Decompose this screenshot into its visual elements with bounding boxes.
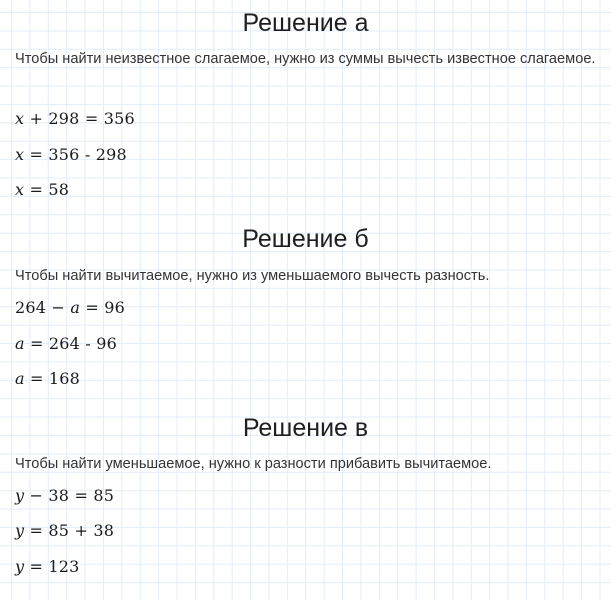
expression: = 58 <box>24 180 70 199</box>
section-a-equation-3 <box>15 179 69 201</box>
expression: − 38 = 85 <box>24 486 115 505</box>
expression: = 123 <box>24 557 80 576</box>
section-a-equation-2 <box>15 144 127 166</box>
variable: a <box>70 298 81 317</box>
expression: = 168 <box>24 369 81 388</box>
section-c-rule: Чтобы найти уменьшаемое, нужно к разности прибавить вычитаемое. <box>15 456 492 472</box>
section-b-rule: Чтобы найти вычитаемое, нужно из уменьшаемого вычесть разность. <box>15 268 490 284</box>
variable: a <box>15 334 25 353</box>
section-b-equation-1 <box>15 297 125 319</box>
variable: y <box>15 521 25 540</box>
section-c-equation-3 <box>15 556 80 578</box>
section-a-heading: Решение а <box>242 9 369 37</box>
variable: a <box>15 369 25 388</box>
section-b-heading: Решение б <box>242 225 369 253</box>
expression-prefix: 264 − <box>15 298 71 317</box>
variable: x <box>15 109 25 128</box>
section-c-equation-1 <box>15 485 114 507</box>
section-b-equation-3 <box>15 368 80 390</box>
section-a-rule: Чтобы найти неизвестное слагаемое, нужно из суммы вычесть известное слагаемое. <box>15 51 596 67</box>
expression: = 96 <box>80 298 126 317</box>
expression: = 356 - 298 <box>24 145 127 164</box>
expression: = 85 + 38 <box>24 521 115 540</box>
expression: = 264 - 96 <box>24 334 118 353</box>
section-c-heading: Решение в <box>242 414 369 442</box>
section-a-equation-1 <box>15 108 135 130</box>
section-b-equation-2 <box>15 333 117 355</box>
variable: y <box>15 557 25 576</box>
section-c-equation-2 <box>15 520 114 542</box>
variable: x <box>15 180 25 199</box>
variable: x <box>15 145 25 164</box>
variable: y <box>15 486 25 505</box>
expression: + 298 = 356 <box>24 109 135 128</box>
